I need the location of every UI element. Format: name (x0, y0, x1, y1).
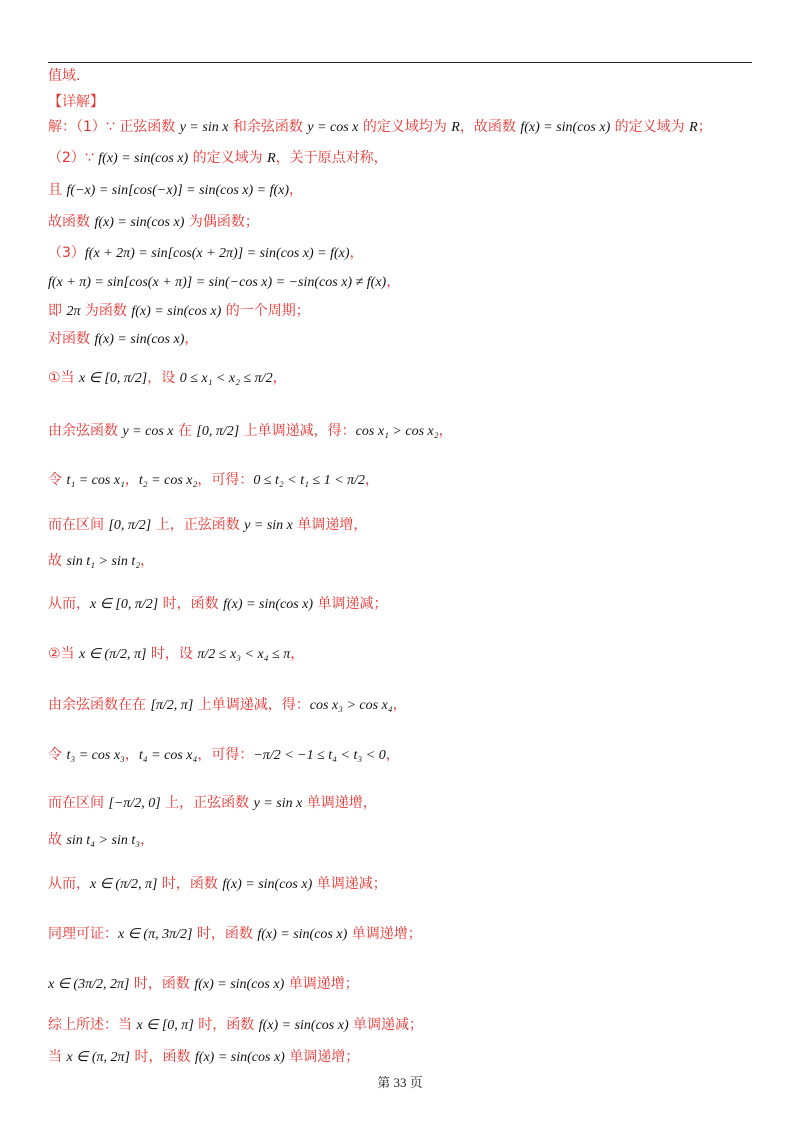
math-fragment: [0, π/2] (196, 424, 240, 439)
math-fragment: f(x + π) = sin[cos(x + π)] = sin(−cos x) = −sin(cos x) ≠ f(x) (48, 275, 387, 290)
text-line (48, 515, 367, 536)
text-fragment: ， (184, 331, 199, 347)
text-fragment: 单调递增； (284, 976, 359, 992)
text-fragment: 由余弦函数在在 (48, 697, 151, 713)
math-fragment: R (689, 120, 698, 135)
text-line (48, 793, 377, 814)
text-line (48, 117, 712, 138)
text-line (48, 924, 422, 945)
text-fragment: 时，函数 (130, 1049, 195, 1065)
text-line (48, 551, 154, 572)
text-line (48, 695, 407, 716)
text-fragment: 上，正弦函数 (151, 517, 245, 533)
math-fragment: t₂ = cos x₂ (138, 473, 198, 488)
text-fragment: 单调递增， (302, 795, 377, 811)
text-fragment: （2）∵ (48, 150, 99, 166)
math-fragment: f(x) = sin(cos x) (223, 597, 314, 612)
text-fragment: ①当 (48, 370, 80, 386)
math-fragment: [−π/2, 0] (108, 796, 161, 811)
math-fragment: t₄ = cos x₄ (138, 748, 198, 763)
text-line (48, 301, 310, 322)
text-fragment: ， (386, 274, 401, 290)
text-fragment: 为函数 (80, 303, 132, 319)
text-fragment: （3） (48, 245, 85, 261)
math-fragment: f(x) = sin(cos x) (258, 1018, 349, 1033)
text-fragment: ， (124, 747, 139, 763)
text-fragment: 从而， (48, 596, 90, 612)
text-fragment: ， (140, 553, 155, 569)
text-fragment: 故 (48, 832, 67, 848)
text-fragment: 的一个周期； (221, 303, 310, 319)
text-fragment: 上单调递减，得： (239, 423, 356, 439)
text-fragment: 对函数 (48, 331, 95, 347)
text-line (48, 212, 259, 233)
math-fragment: f(x) = sin(cos x) (131, 304, 222, 319)
text-line (48, 66, 80, 87)
text-fragment: 时，函数 (157, 876, 223, 892)
text-fragment: 上，正弦函数 (160, 795, 254, 811)
text-line (48, 272, 400, 293)
math-fragment: x ∈ (3π/2, 2π] (48, 977, 130, 992)
math-fragment: sin t₁ > sin t₂ (66, 554, 141, 569)
text-fragment: ，可得： (197, 747, 254, 763)
text-fragment: ， (438, 423, 453, 439)
text-fragment: ，可得： (197, 472, 254, 488)
math-fragment: f(x) = sin(cos x) (520, 120, 611, 135)
text-fragment: 即 (48, 303, 67, 319)
text-fragment: 【详解】 (48, 94, 104, 110)
text-fragment: 由余弦函数 (48, 423, 123, 439)
text-line (48, 329, 198, 350)
math-fragment: y = cos x (307, 120, 359, 135)
math-fragment: cos x₁ > cos x₂ (355, 424, 439, 439)
math-fragment: f(−x) = sin[cos(−x)] = sin(cos x) = f(x) (66, 183, 290, 198)
text-fragment: 的定义域为 (188, 150, 268, 166)
text-line (48, 470, 379, 491)
text-fragment: 当 (48, 1049, 67, 1065)
text-fragment: ， (392, 697, 407, 713)
text-fragment: 故 (48, 553, 67, 569)
text-fragment: ， (365, 472, 380, 488)
text-line (48, 745, 400, 766)
text-fragment: ， (272, 370, 287, 386)
text-line (48, 830, 154, 851)
math-fragment: t₁ = cos x₁ (66, 473, 125, 488)
text-line (48, 974, 359, 995)
text-fragment: ②当 (48, 646, 80, 662)
text-fragment: 的定义域为 (610, 119, 690, 135)
text-fragment: ， (349, 245, 364, 261)
text-line (48, 644, 304, 665)
text-fragment: 令 (48, 747, 67, 763)
text-fragment: ， (385, 747, 400, 763)
text-fragment: 时，函数 (158, 596, 224, 612)
text-line (48, 874, 387, 895)
math-fragment: x ∈ [0, π/2] (90, 597, 159, 612)
text-line (48, 243, 364, 264)
text-fragment: 且 (48, 182, 67, 198)
math-fragment: x ∈ (π, 2π] (66, 1050, 130, 1065)
text-fragment: 时，函数 (193, 1017, 259, 1033)
text-line (48, 421, 453, 442)
text-fragment: 和余弦函数 (228, 119, 308, 135)
math-fragment: x ∈ [0, π] (136, 1018, 194, 1033)
text-fragment: 时，设 (146, 646, 198, 662)
text-line (48, 180, 303, 201)
text-fragment: 时，函数 (192, 926, 258, 942)
top-rule (48, 62, 752, 63)
text-line (48, 148, 388, 169)
math-fragment: π/2 ≤ x₃ < x₄ ≤ π (197, 647, 291, 662)
page-number: 第 33 页 (377, 1075, 423, 1090)
math-fragment: f(x) = sin(cos x) (98, 151, 189, 166)
math-fragment: f(x) = sin(cos x) (257, 927, 348, 942)
text-fragment: 综上所述：当 (48, 1017, 137, 1033)
text-fragment: 为偶函数； (184, 214, 259, 230)
text-fragment: 单调递增； (284, 1049, 360, 1065)
math-fragment: f(x) = sin(cos x) (94, 332, 185, 347)
text-fragment: 值域. (48, 68, 81, 84)
text-line (48, 1015, 423, 1036)
text-fragment: 故函数 (48, 214, 95, 230)
text-fragment: 时，函数 (129, 976, 195, 992)
math-fragment: R (267, 151, 276, 166)
math-fragment: f(x) = sin(cos x) (94, 215, 185, 230)
math-fragment: y = sin x (179, 120, 229, 135)
text-fragment: ，故函数 (459, 119, 521, 135)
text-fragment: ， (140, 832, 155, 848)
math-fragment: f(x + 2π) = sin[cos(x + 2π)] = sin(cos x) = f(x) (84, 246, 350, 261)
math-fragment: x ∈ [0, π/2] (79, 371, 148, 386)
math-fragment: [π/2, π] (150, 698, 194, 713)
math-fragment: x ∈ (π, 3π/2] (118, 927, 193, 942)
text-fragment: ， (290, 646, 305, 662)
text-fragment: 单调递增； (347, 926, 422, 942)
text-line (48, 1047, 359, 1068)
math-fragment: x ∈ (π/2, π] (79, 647, 147, 662)
math-fragment: f(x) = sin(cos x) (194, 977, 285, 992)
text-fragment: 同理可证： (48, 926, 118, 942)
section-heading (48, 92, 104, 113)
text-fragment: ，设 (147, 370, 180, 386)
math-fragment: cos x₃ > cos x₄ (309, 698, 393, 713)
text-fragment: ， (124, 472, 139, 488)
text-fragment: ，关于原点对称， (275, 150, 388, 166)
math-fragment: y = cos x (122, 424, 174, 439)
text-fragment: 的定义域均为 (358, 119, 452, 135)
text-fragment: 单调递减； (348, 1017, 424, 1033)
math-fragment: y = sin x (244, 518, 293, 533)
math-fragment: f(x) = sin(cos x) (222, 877, 313, 892)
text-fragment: ， (289, 182, 304, 198)
math-fragment: −π/2 < −1 ≤ t₄ < t₃ < 0 (253, 748, 386, 763)
text-fragment: 而在区间 (48, 517, 109, 533)
text-fragment: 令 (48, 472, 67, 488)
math-fragment: sin t₄ > sin t₃ (66, 833, 141, 848)
text-fragment: ； (697, 119, 712, 135)
text-fragment: 单调递减； (313, 596, 388, 612)
math-fragment: 0 ≤ x₁ < x₂ ≤ π/2 (179, 371, 273, 386)
text-fragment: 解：（1）∵ 正弦函数 (48, 119, 180, 135)
text-fragment: 单调递增， (292, 517, 368, 533)
text-fragment: 在 (173, 423, 197, 439)
math-fragment: y = sin x (253, 796, 303, 811)
text-fragment: 而在区间 (48, 795, 109, 811)
math-fragment: f(x) = sin(cos x) (194, 1050, 285, 1065)
math-fragment: R (451, 120, 460, 135)
text-line (48, 594, 388, 615)
text-fragment: 上单调递减，得： (193, 697, 310, 713)
math-fragment: t₃ = cos x₃ (66, 748, 125, 763)
text-line (48, 368, 287, 389)
math-fragment: [0, π/2] (108, 518, 152, 533)
math-fragment: 2π (66, 304, 81, 319)
math-fragment: x ∈ (π/2, π] (90, 877, 158, 892)
math-fragment: 0 ≤ t₂ < t₁ ≤ 1 < π/2 (253, 473, 366, 488)
text-fragment: 从而， (48, 876, 90, 892)
text-fragment: 单调递减； (312, 876, 387, 892)
